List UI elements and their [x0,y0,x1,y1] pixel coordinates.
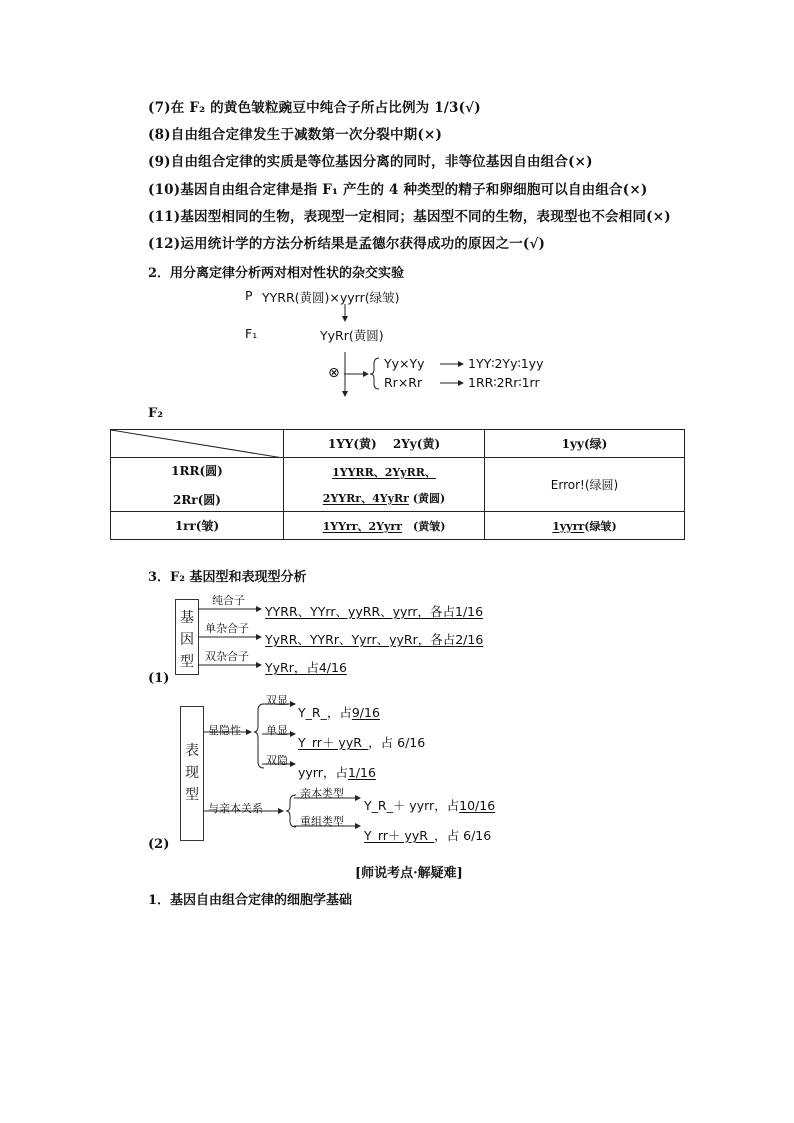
genotype-tag-single: 单杂合子 [205,622,249,635]
p-label: P [245,288,253,303]
f2-label: F₂ [148,406,163,421]
phenotype-branch-3-frac: 1/16 [347,765,376,780]
item-12: (12)运用统计学的方法分析结果是孟德尔获得成功的原因之一(√) [148,236,546,252]
phenotype-branch-2-text: Y_rr＋ yyR_ [298,735,369,750]
phenotype-tag-parental: 亲本类型 [300,787,344,800]
rr-ratio: 1RR∶2Rr∶1rr [468,375,540,390]
item-9: (9)自由组合定律的实质是等位基因分离的同时，非等位基因自由组合(×) [148,154,593,170]
row2-col2-value: 1yyrr [552,519,585,533]
row1-label-a: 1RR(圆) [171,463,223,478]
section-title: [师说考点·解疑难] [355,866,463,881]
row1-col1-b: 2YYRr、4YyRr [322,491,409,505]
phenotype-branch-2 [298,733,425,751]
item-8: (8)自由组合定律发生于减数第一次分裂中期(×) [148,127,443,143]
genotype-tag-double: 双杂合子 [205,650,249,663]
phenotype-tag-double-recessive: 双隐 [266,754,288,767]
table-header-col1: 1YY(黄) 2Yy(黄) [284,430,485,458]
row2-col1-value: 1YYrr、2Yyrr [322,519,403,533]
diagram1-label: (1) [148,671,170,686]
genotype-branch-3-text: YyRr，占 [265,660,319,675]
phenotype-branch-1 [298,703,380,721]
f2-table [110,429,685,540]
genotype-branch-2-frac: 2/16 [455,632,484,647]
rr-cross: Rr×Rr [384,375,423,390]
phenotype-branch-3-text: yyrr，占 [298,765,348,780]
row1-label-b: 2Rr(圆) [172,492,221,507]
phenotype-branch-4-frac: 10/16 [459,798,496,813]
f1-genotype: YyRr(黄圆) [320,328,384,343]
section3-heading: 3．F₂ 基因型和表现型分析 [148,570,307,585]
table-row1-label [111,458,284,512]
phenotype-tag-double-dominant: 双显 [266,694,288,707]
f1-label: F₁ [245,326,258,341]
p-cross: YYRR(黄圆)×yyrr(绿皱) [262,290,400,305]
row2-col2-suffix: (绿皱) [584,519,617,533]
phenotype-group-dominance: 显隐性 [208,724,241,737]
section2-heading: 2．用分离定律分析两对相对性状的杂交实验 [148,266,405,281]
selfing-icon: ⊗ [328,365,340,381]
phenotype-tag-single-dominant: 单显 [266,724,288,737]
phenotype-branch-3 [298,763,376,781]
genotype-tag-homozygous: 纯合子 [212,594,245,607]
table-corner-cell [111,430,284,458]
table-row1-col2: Error!(绿圆) [485,458,685,512]
phenotype-branch-1-text: Y_R_，占 [298,705,352,720]
yy-cross: Yy×Yy [384,356,425,371]
item-10: (10)基因自由组合定律是指 F₁ 产生的 4 种类型的精子和卵细胞可以自由组合(×) [148,182,648,198]
table-row2-label: 1rr(皱) [111,512,284,540]
genotype-branch-1-text: YYRR、YYrr、yyRR、yyrr，各占 [265,604,455,619]
diagonal-line [111,430,283,458]
row1-col1-b-suffix: (黄圆) [408,491,446,505]
item-7: (7)在 F₂ 的黄色皱粒豌豆中纯合子所占比例为 1/3(√) [148,100,481,116]
phenotype-branch-4-text: Y_R_＋ yyrr，占 [364,798,460,813]
phenotype-box-label: 表现型 [185,743,199,803]
table-row2-col1 [284,512,485,540]
yy-ratio: 1YY∶2Yy∶1yy [468,356,544,371]
row1-col1-a: 1YYRR、2YyRR、 [332,465,436,479]
genotype-branch-2-text: YyRR、YYRr、Yyrr、yyRr，各占 [265,632,456,647]
genotype-branch-2 [265,630,483,648]
phenotype-group-parental: 与亲本关系 [208,802,263,815]
diagram2-label: (2) [148,837,170,852]
item-11: (11)基因型相同的生物，表现型一定相同；基因型不同的生物，表现型也不会相同(×) [148,209,671,225]
row2-col1-suffix: (黄皱) [402,519,446,533]
table-row2-col2 [485,512,685,540]
table-row1-col1 [284,458,485,512]
genotype-branch-1-frac: 1/16 [455,604,484,619]
genotype-branch-1 [265,602,483,620]
section4-heading: 1．基因自由组合定律的细胞学基础 [148,893,353,908]
phenotype-branch-5 [364,826,491,844]
phenotype-branch-5-tail: ，占 6/16 [434,828,492,843]
genotype-box-label: 基因型 [180,610,194,670]
phenotype-branch-4 [364,796,495,814]
phenotype-branch-5-text: Y_rr＋ yyR_ [364,828,435,843]
phenotype-branch-2-tail: ，占 6/16 [368,735,426,750]
table-header-col2: 1yy(绿) [485,430,685,458]
genotype-branch-3 [265,658,347,676]
phenotype-branch-1-frac: 9/16 [351,705,380,720]
phenotype-tag-recombinant: 重组类型 [300,815,344,828]
genotype-branch-3-frac: 4/16 [318,660,347,675]
